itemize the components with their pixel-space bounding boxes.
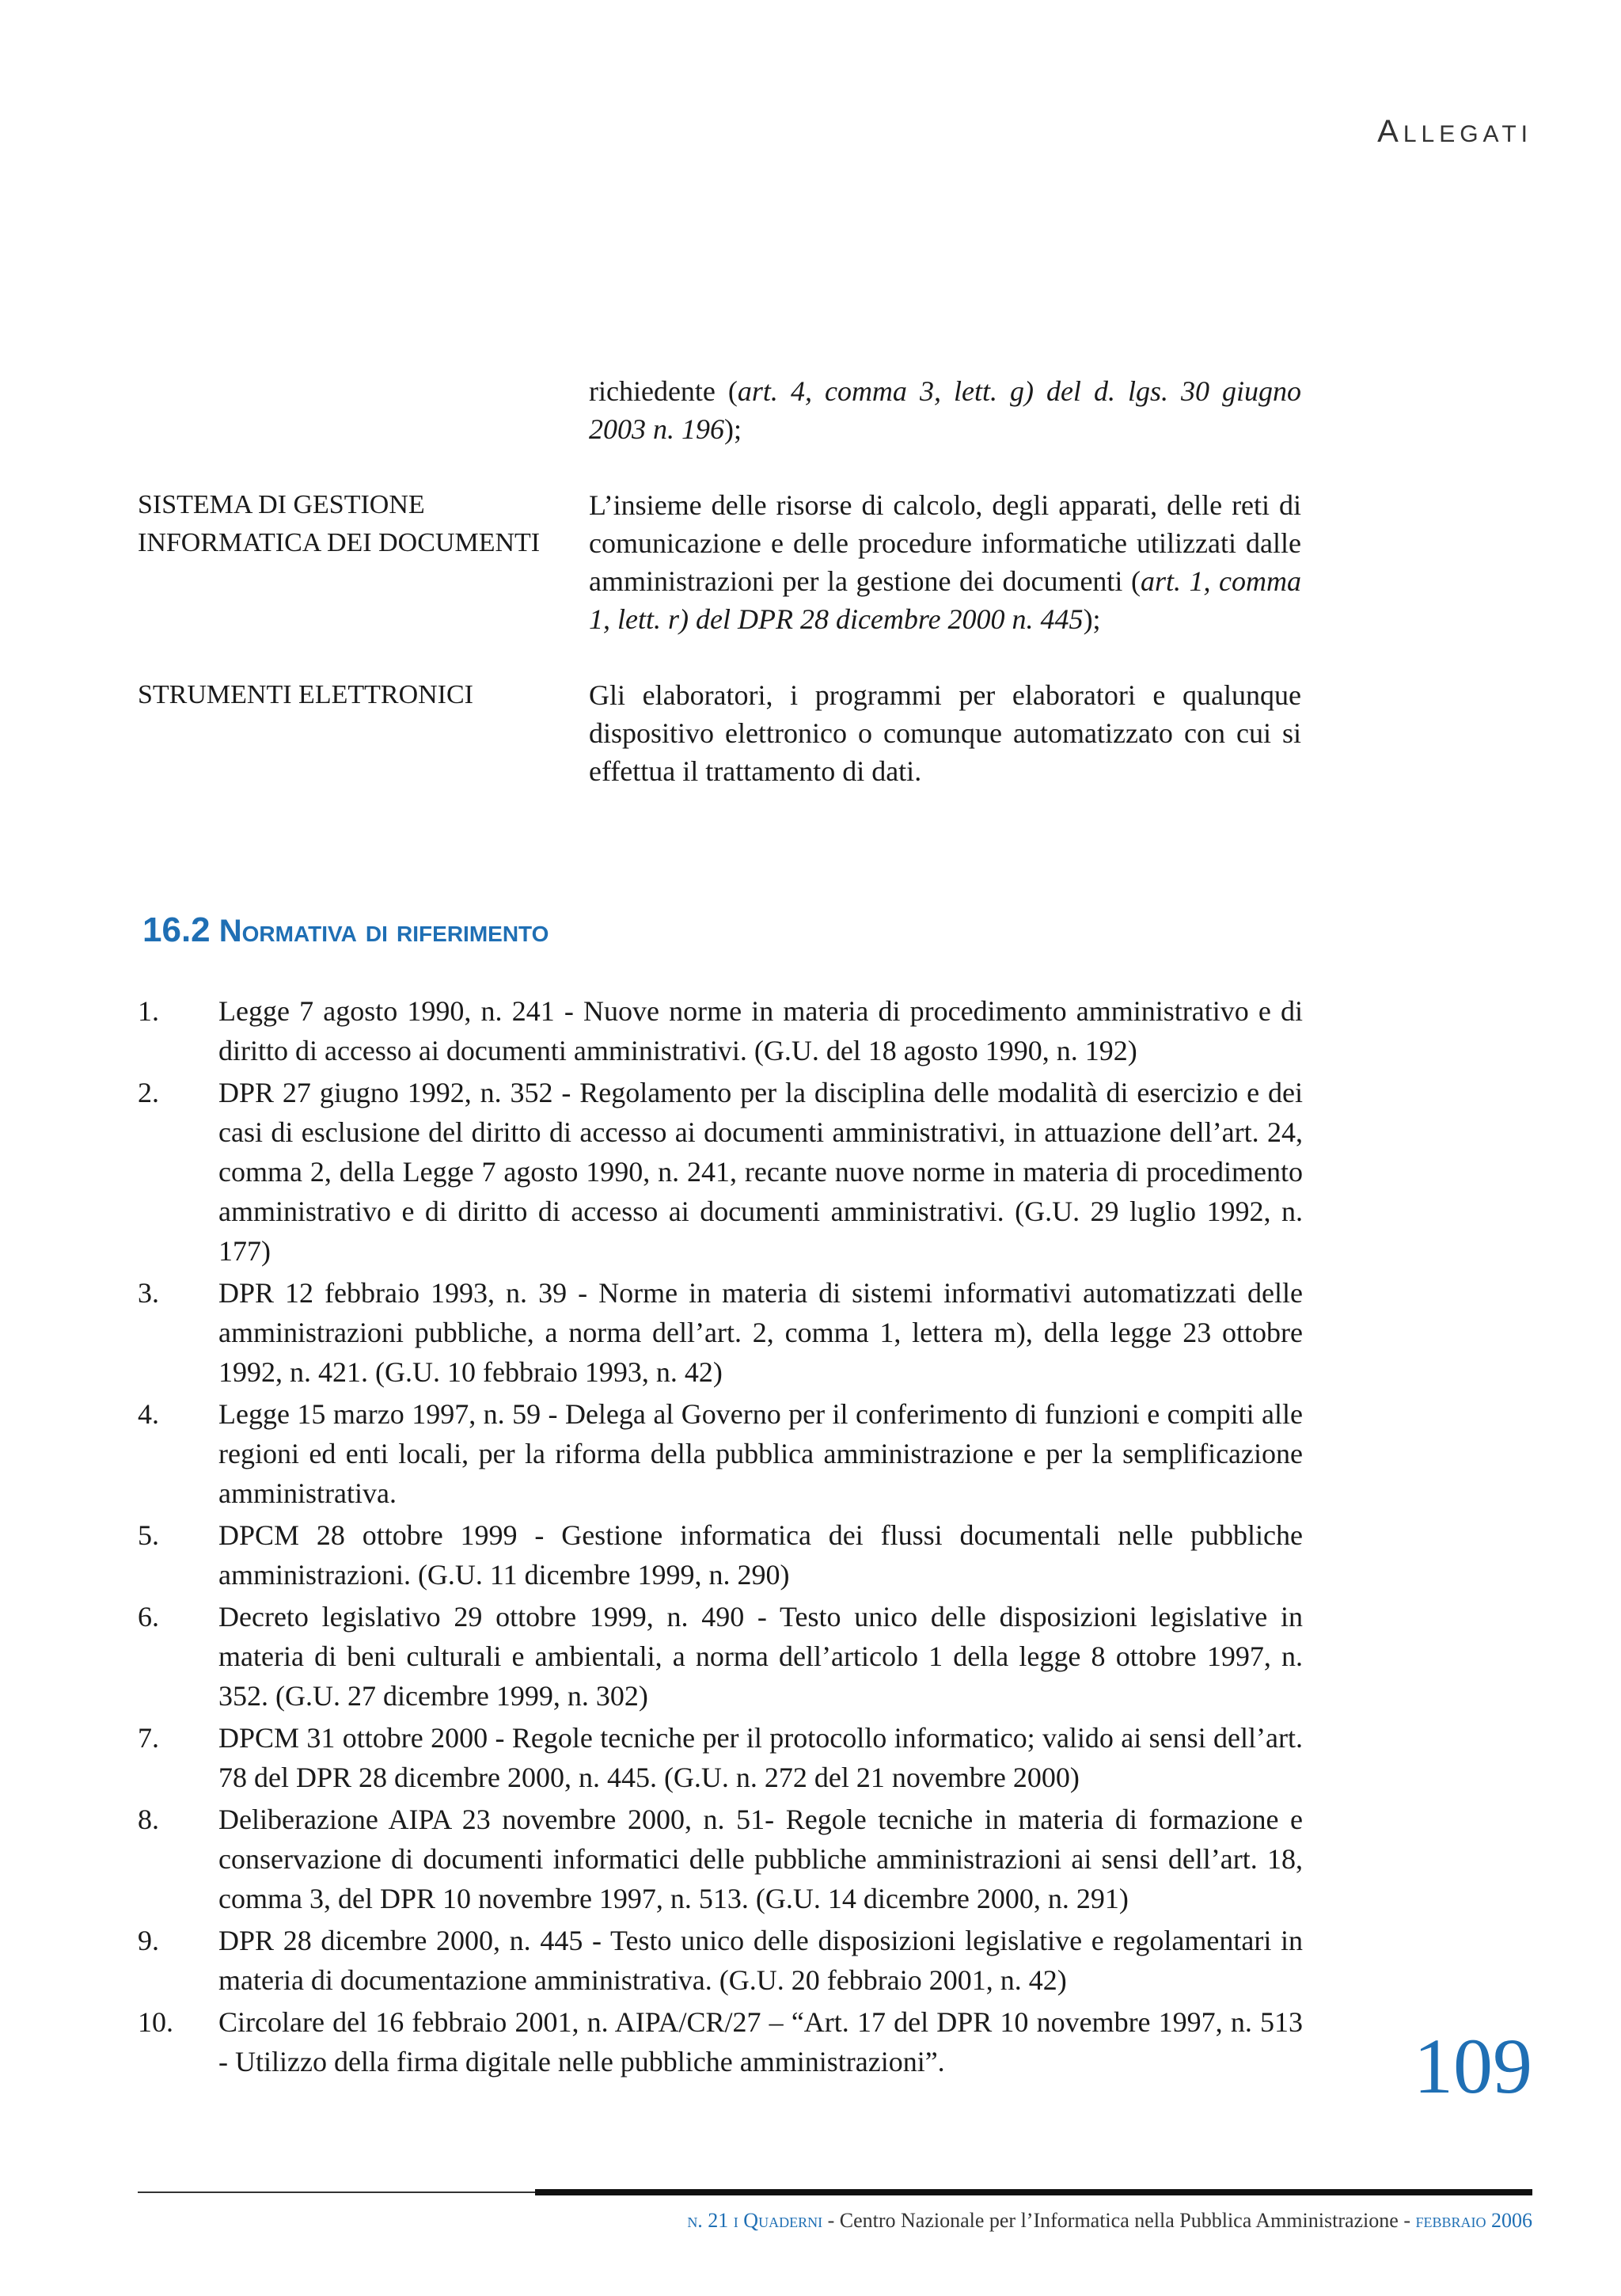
list-item [138,1515,1303,1595]
definition-text: L’insieme delle risorse di calcolo, degli apparati, delle reti di comunicazione e delle procedure informatiche utilizzati dalle amministrazioni per la gestione dei documenti ( [589,489,1301,597]
running-head-rest: LLEGATI [1403,121,1532,147]
running-head [1377,114,1532,150]
footer-rule-thick [535,2189,1532,2195]
list-item-number: 1. [138,995,159,1027]
list-item-text: Legge 7 agosto 1990, n. 241 - Nuove norme in materia di procedimento amministrativo e di diritto di accesso ai documenti amministrativi. (G.U. del 18 agosto 1990, n. 192) [218,995,1303,1066]
section-heading [142,910,549,950]
definition-text: ); [724,413,742,445]
list-item-text: DPCM 28 ottobre 1999 - Gestione informatica dei flussi documentali nelle pubbliche amministrazioni. (G.U. 11 dicembre 1999, n. 290) [218,1519,1303,1591]
list-item-number: 7. [138,1722,159,1754]
list-item-text: Decreto legislativo 29 ottobre 1999, n. 490 - Testo unico delle disposizioni legislative in materia di beni culturali e ambientali, a norma dell’articolo 1 della legge 8 ottobre 1997, n. 352. (G.U. 27 dicembre 1999, n. 302) [218,1601,1303,1712]
definition-text: Gli elaboratori, i programmi per elaboratori e qualunque dispositivo elettronico o comunque automatizzato con cui si effettua il trattamento di dati. [589,679,1301,787]
list-item-number: 10. [138,2006,173,2038]
footer-year: 2006 [1486,2209,1532,2232]
list-item [138,1394,1303,1513]
list-item [138,1273,1303,1392]
list-item-number: 6. [138,1601,159,1633]
list-item-number: 4. [138,1398,159,1430]
list-item-text: Deliberazione AIPA 23 novembre 2000, n. 51- Regole tecniche in materia di formazione e conservazione di documenti informatici delle pubbliche amministrazioni ai sensi dell’art. 18, comma 3, del DPR 10 novembre 1997, n. 513. (G.U. 14 dicembre 2000, n. 291) [218,1804,1303,1914]
list-item [138,1073,1303,1271]
list-item-number: 2. [138,1077,159,1108]
definition-body [589,486,1301,638]
definition-term: STRUMENTI ELETTRONICI [138,680,474,709]
list-item-text: DPR 12 febbraio 1993, n. 39 - Norme in materia di sistemi informativi automatizzati delle amministrazioni pubbliche, a norma dell’art. 2, comma 1, lettera m), della legge 23 ottobre 1992, n. 421. (G.U. 10 febbraio 1993, n. 42) [218,1277,1303,1388]
list-item [138,1597,1303,1716]
footer-rule-thin [138,2191,535,2193]
footer-month: febbraio [1415,2209,1486,2232]
footer-institution: - Centro Nazionale per l’Informatica nella Pubblica Amministrazione - [822,2209,1416,2232]
list-item [138,991,1303,1070]
definition-citation: art. 1, comma 1, lett. r) del DPR 28 dicembre 2000 n. 445 [589,565,1301,635]
list-item-text: DPR 27 giugno 1992, n. 352 - Regolamento per la disciplina delle modalità di esercizio e dei casi di esclusione del diritto di accesso ai documenti amministrativi, in attuazione dell’art. 24, comma 2, della Legge 7 agosto 1990, n. 241, recante nuove norme in materia di procedimento amministrativo e di diritto di accesso ai documenti amministrativi. (G.U. 29 luglio 1992, n. 177) [218,1077,1303,1267]
definitions-list [138,372,1303,828]
list-item-text: Circolare del 16 febbraio 2001, n. AIPA/CR/27 – “Art. 17 del DPR 10 novembre 1997, n. 513 - Utilizzo della firma digitale nelle pubbliche amministrazioni”. [218,2006,1303,2077]
definition-text: richiedente ( [589,375,738,407]
list-item-number: 9. [138,1925,159,1956]
definition-row [138,372,1303,448]
definition-term: SISTEMA DI GESTIONE INFORMATICA DEI DOCUMENTI [138,490,541,557]
list-item-number: 8. [138,1804,159,1835]
page-number: 109 [1414,2022,1532,2110]
list-item [138,2002,1303,2081]
list-item-text: Legge 15 marzo 1997, n. 59 - Delega al Governo per il conferimento di funzioni e compiti alle regioni ed enti locali, per la riforma della pubblica amministrazione e per la semplificazione amministrativa. [218,1398,1303,1509]
definition-citation: art. 4, comma 3, lett. g) del d. lgs. 30 giugno 2003 n. 196 [589,375,1302,445]
section-title: Normativa di riferimento [218,914,549,948]
running-head-initial: A [1377,114,1403,149]
list-item-number: 3. [138,1277,159,1309]
normative-list [138,991,1303,2084]
definition-body [589,676,1301,790]
list-item [138,1921,1303,2000]
list-item-number: 5. [138,1519,159,1551]
definition-row [138,676,1303,790]
footer-issue: n. 21 i Quaderni [687,2209,823,2232]
list-item-text: DPCM 31 ottobre 2000 - Regole tecniche per il protocollo informatico; valido ai sensi dell’art. 78 del DPR 28 dicembre 2000, n. 445. (G.U. n. 272 del 21 novembre 2000) [218,1722,1303,1793]
list-item [138,1800,1303,1918]
section-number: 16.2 [142,910,211,949]
list-item [138,1718,1303,1797]
definition-row [138,486,1303,638]
footer [687,2209,1532,2233]
list-item-text: DPR 28 dicembre 2000, n. 445 - Testo unico delle disposizioni legislative e regolamentari in materia di documentazione amministrativa. (G.U. 20 febbraio 2001, n. 42) [218,1925,1303,1996]
definition-text: ); [1083,603,1101,635]
definition-body [589,372,1301,448]
